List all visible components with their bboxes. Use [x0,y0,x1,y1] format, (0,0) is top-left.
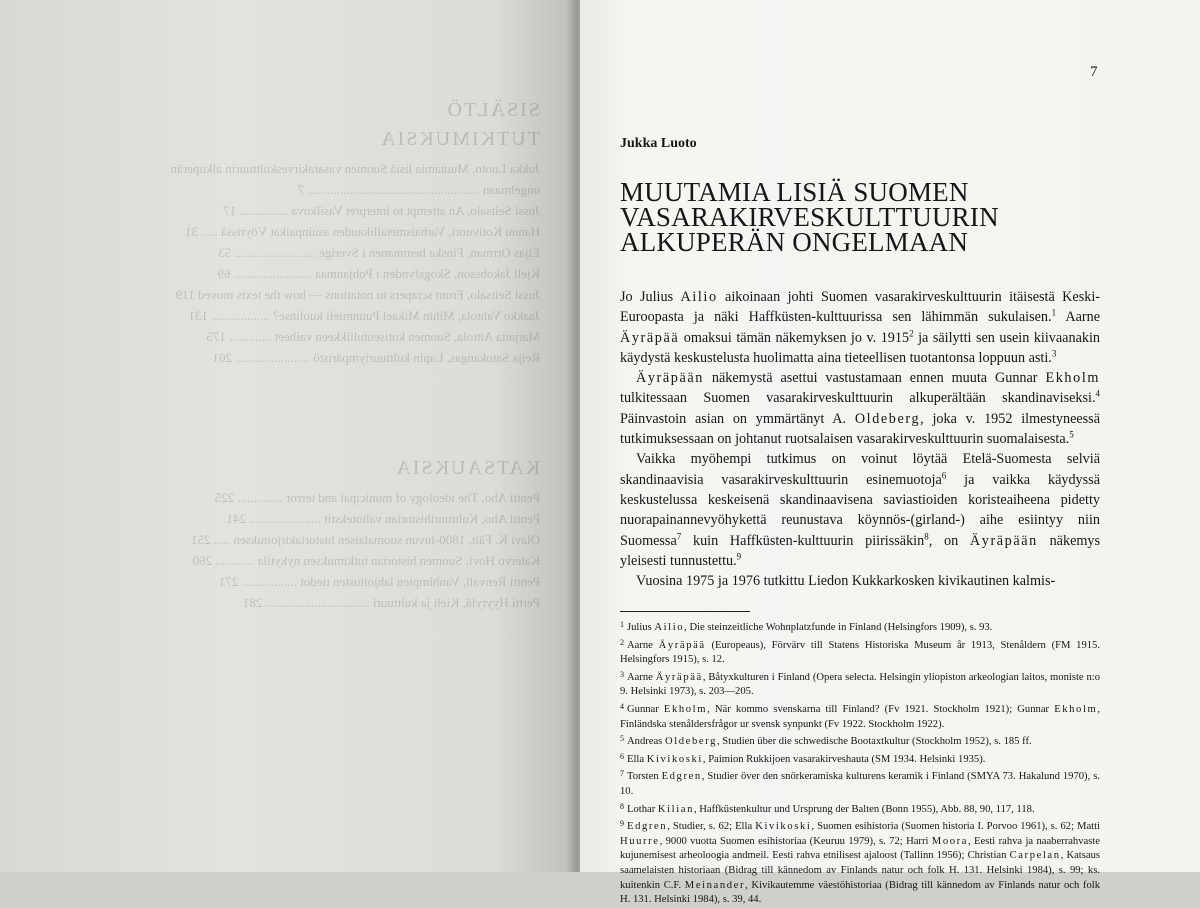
ghost-reviews-list [40,487,540,613]
ghost-reviews-heading: KATSAUKSIA [394,457,540,479]
spaced-name: Oldeberg [664,736,717,748]
text-run: kuin Haffküsten-kulttuurin piirissäkin [681,532,925,549]
text-run: ja vaikka käydyssä keskustelussa keskeisenä skandinaavisena saviastioiden koristeaiheena pidetty nuorapainannevyöhykettä reunustava köynnös-(girland-) aihe esiintyy niin Suomessa [620,471,1100,549]
footnote-number: 3 [620,669,624,679]
footnote-number: 8 [620,801,624,811]
ghost-line: Marjatta Aittola, Suomen kotiseutuliikkeen vaiheet ............. 175 [206,329,540,344]
text-run: , Die steinzeitliche Wohnplatzfunde in Finland (Helsingfors 1909), s. 93. [684,622,993,633]
text-run: , Studier över den snörkeramiska kulturens keramik i Finland (SMYA 73. Hakalund 1970), s. 10. [620,771,1100,797]
footnote-number: 5 [620,734,624,744]
ghost-line: Pertti Hyyrylä, Kieli ja kulttuuri ................................ 281 [242,595,540,610]
text-run: , Eesti rahva ja naaberrahvaste kujunemisest arheoloogia andmeil. Eesti rahva etnilisest ajaloost (Tallinn 1956); Christian [620,835,1100,862]
title-line: ALKUPERÄN ONGELMAAN [620,227,969,257]
spaced-name: Moora [931,835,969,847]
text-run: ja säilytti sen usein kiivaanakin käydystä keskustelusta huolimatta aina tieteellisen tuotantonsa loppuun asti. [620,329,1101,366]
spaced-name: Kivikoski [646,753,703,765]
footnote [620,700,1100,732]
text-run: , Kivikautemme väestöhistoriaa (Bidrag till kännedom av Finlands natur och folk H. 131. Helsinki 1984), s. 39, 44. [620,879,1100,906]
text-run: Aarne [1056,309,1100,326]
text-run: , Finländska stenåldersfrågor ur svensk synpunkt (Fv 1922. Stockholm 1922). [620,703,1100,730]
spaced-name: Carpelan [1009,850,1061,862]
text-run: Aarne [627,671,656,683]
ghost-line: Pentti Renvall, Vanhimpien lahjoitusten tiedot ................. 271 [218,574,540,589]
footnote-ref: 5 [1069,429,1074,440]
ghost-line: Kjell Jakobsson, Skogsfynden i Pohjanmaa ........................ 69 [217,266,540,281]
left-page-showthrough [0,0,578,872]
spaced-name: Äyräpään [969,532,1038,549]
ghost-line: Pentti Aho, The ideology of municipal and terror .............. 225 [214,490,540,505]
footnote [620,636,1100,668]
footnote [620,767,1100,799]
footnote-number: 7 [620,769,624,779]
spaced-name: Edgren [661,771,702,783]
spaced-name: Oldeberg [854,410,921,427]
text-run: Vaikka myöhempi tutkimus on voinut löytää Etelä-Suomesta selviä skandinaavisia vasarakirveskulttuurin esinemuotoja [620,451,1100,488]
text-run: , Studier, s. 62; Ella [667,821,756,833]
footnote-number: 6 [620,751,624,761]
text-run: , När kommo svenskarna till Finland? (Fv 1921. Stockholm 1921); Gunnar [707,703,1055,715]
footnote-ref: 8 [924,530,929,541]
ghost-line: Jukka Luoto, Muutamia lisiä Suomen vasarakirveskulttuurin alkuperän [170,161,540,176]
footnote-ref: 1 [1051,307,1057,318]
text-run: aikoinaan johti Suomen vasarakirveskulttuurin itäisestä Keski-Euroopasta ja näki Haffküsten-kulttuurissa sen lähimmän sukulaisen. [620,289,1100,326]
text-run: tulkitessaan Suomen vasarakirveskulttuurin alkuperältään skandinaviseksi. [620,390,1096,407]
spaced-name: Kivikoski [755,821,812,833]
spaced-name: Ekholm [1054,703,1098,715]
paragraph [620,449,1100,571]
text-run: Jo Julius [620,289,681,305]
ghost-line: ongelmaan ..................................................... 7 [297,182,540,197]
footnote-ref: 2 [909,327,914,338]
footnote-ref: 4 [1095,388,1100,399]
paragraph [620,571,1100,591]
text-run: omaksui tämän näkemyksen jo v. 1915 [679,329,910,346]
footnote-ref: 9 [736,551,742,562]
text-run: Lothar [627,803,658,815]
text-run: (Europeaus), Förvärv till Statens Historiska Museum år 1913, Stenåldern (FM 1915. Helsingfors 1915), s. 12. [620,639,1101,666]
footnote-ref: 6 [941,469,947,480]
footnote-number: 9 [620,819,624,829]
footnote-number: 4 [620,701,624,711]
text-run: Andreas [627,736,665,748]
page-number: 7 [1090,64,1098,80]
right-page [580,0,1200,906]
spaced-name: Äyräpää [655,671,703,683]
ghost-research-heading: TUTKIMUKSIA [379,128,540,150]
article-body [620,287,1100,591]
text-run: , Suomen esihistoria (Suomen historia I. Porvoo 1961), s. 62; Matti [811,821,1100,833]
text-run: Torsten [627,771,662,783]
ghost-line: Jaakko Vahtola, Mihin Mikael Puunmieli kuolinse? .................. 131 [188,308,540,323]
text-run: , Paimion Rukkijoen vasarakirveshauta (SM 1934. Helsinki 1935). [702,753,986,765]
article-author: Jukka Luoto [620,136,697,151]
paragraph [620,368,1100,449]
spaced-name: Ailio [680,289,718,305]
footnote-ref: 3 [1051,348,1057,359]
text-run: , Katsaus saamelaisten historiaan (Bidrag till kännedom av Finlands natur och folk H. 131. Helsinki 1984), s. 99; ks. kuitenkin C.F. [620,850,1100,891]
text-run: , on [928,532,970,549]
spaced-name: Ailio [654,622,685,633]
text-run: Ella [627,753,647,765]
text-run: näkemystä asettui vastustamaan ennen muuta Gunnar [703,370,1046,387]
spaced-name: Äyräpää [620,329,680,346]
ghost-line: Jussi Seitsalo, From scrapers to notations — how the texts moved 119 [175,287,540,302]
ghost-contents-heading: SISÄLTÖ [445,99,540,121]
footnote [620,800,1100,818]
footnotes [620,618,1100,908]
spaced-name: Kilian [657,803,694,815]
text-run: , Haffküstenkultur und Ursprung der Balten (Bonn 1955), Abb. 88, 90, 117, 118. [693,803,1035,815]
paragraph [620,287,1100,368]
ghost-line: Jussi Seitsalo, An attempt to interpret Vasilkova ............... 17 [223,203,540,218]
text-run: Julius [627,622,655,633]
text-run: , joka v. 1952 ilmestyneessä tutkimuksessaan on johtanut ruotsalaisen vasarakirveskulttuurin suomalaisesta. [620,410,1101,448]
spaced-name: Meinander [684,879,746,891]
text-run: näkemys yleisesti tunnustettu. [620,532,1101,569]
ghost-line: Eljas Orrman, Finska hemmanen i Sverige ......................... 53 [218,245,540,260]
text-run: , Båtyxkulturen i Finland (Opera selecta. Helsingin yliopiston arkeologian laitos, moniste n:o 9. Helsinki 1973), s. 203—205. [620,671,1101,698]
footnote-number: 1 [620,620,624,629]
footnote [620,750,1100,768]
footnote-number: 2 [620,637,624,647]
ghost-line: Hannu Kotivuori, Varhaismetallikauden asuinpaikat Vöyrissä ..... 31 [185,224,540,239]
text-run: Gunnar [627,703,664,715]
footnote [620,618,1100,636]
spaced-name: Äyräpään [636,370,704,387]
spaced-name: Huurre [620,835,660,847]
article-title [620,177,1180,257]
ghost-line: Reija Satokangas, Lapin kulttuuriympäristö ....................... 201 [212,350,540,365]
spaced-name: Ekholm [663,703,708,715]
ghost-line: Kalervo Hovi, Suomen historian tutkimuksen nykytila ............ 260 [192,553,540,568]
text-run: , 9000 vuotta Suomen esihistoriaa (Keuruu 1979), s. 72; Harri [659,835,932,847]
text-run: Vuosina 1975 ja 1976 tutkittu Liedon Kukkarkosken kivikautinen kalmis- [636,573,1056,590]
text-run: Päinvastoin asian on ymmärtänyt A. [620,410,855,427]
text-run: Aarne [627,639,659,651]
mirrored-contents-ghost [40,100,540,613]
title-line: MUUTAMIA LISIÄ SUOMEN [620,177,969,207]
footnote-rule [620,611,750,612]
ghost-line: Pentti Aho, Kulttuurihistorian valiotekstit ...................... 241 [226,511,540,526]
footnote [620,668,1100,700]
footnote [620,817,1100,908]
ghost-toc-list [40,158,540,368]
spaced-name: Edgren [627,821,668,833]
footnote-ref: 7 [676,530,682,541]
footnote [620,732,1100,750]
spaced-name: Äyräpää [658,639,706,651]
text-run: , Studien über die schwedische Bootaxtkultur (Stockholm 1952), s. 185 ff. [716,736,1032,748]
spaced-name: Ekholm [1045,370,1100,387]
ghost-line: Olavi K. Fält, 1800-luvun suomalaisen historiakirjoituksen ..... 251 [191,532,540,547]
title-line: VASARAKIRVESKULTTUURIN [620,202,999,232]
